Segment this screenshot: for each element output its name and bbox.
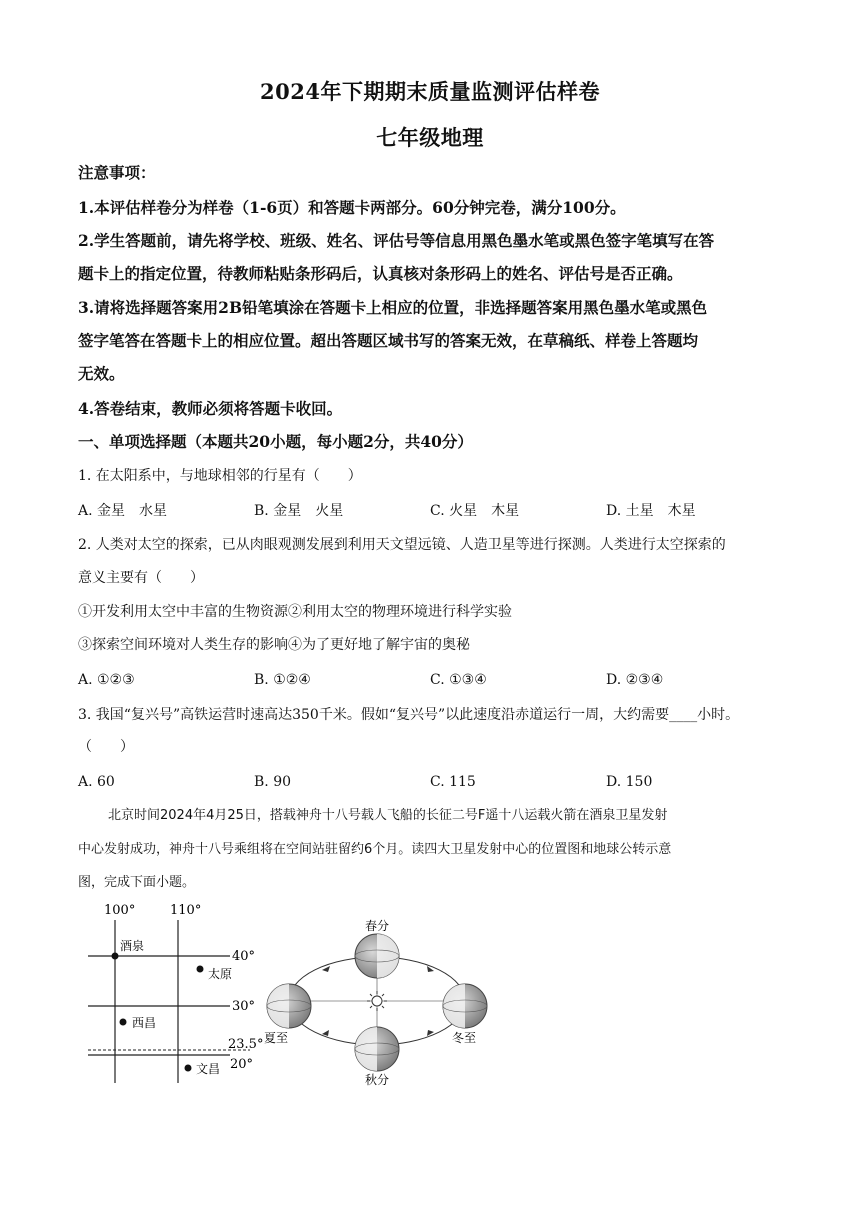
- notice-line-5: 签字笔答在答题卡上的相应位置。超出答题区域书写的答案无效，在草稿纸、样卷上答题均: [78, 331, 699, 350]
- question-1-option-a[interactable]: A. 金星 水星: [78, 503, 168, 519]
- globe-spring-equinox-icon: [355, 934, 399, 978]
- globe-summer-solstice-icon: [267, 984, 311, 1028]
- exam-subtitle: 七年级地理: [376, 125, 484, 150]
- globe-winter-solstice-icon: [443, 984, 487, 1028]
- site-label-jiuquan: 酒泉: [120, 939, 145, 953]
- question-2-stem-cont: 意义主要有（ ）: [78, 570, 204, 586]
- lat-label-40: 40°: [232, 949, 256, 964]
- passage-line-1: 北京时间2024年4月25日，搭载神舟十八号载人飞船的长征二号F遥十八运载火箭在酒泉卫星发射: [108, 808, 668, 823]
- orbit-arrow-3: [322, 1030, 329, 1036]
- site-dot-wenchang: [185, 1065, 192, 1072]
- orbit-arrow-1: [322, 966, 330, 972]
- launch-center-map: [80, 898, 270, 1088]
- question-1-option-c[interactable]: C. 火星 木星: [430, 503, 520, 519]
- passage-line-2: 中心发射成功，神舟十八号乘组将在空间站驻留约6个月。读四大卫星发射中心的位置图和地球公转示意: [78, 842, 672, 857]
- site-dot-xichang: [120, 1019, 127, 1026]
- question-2-option-b[interactable]: B. ①②④: [254, 672, 311, 688]
- orbit-label-spring-equinox: 春分: [365, 919, 390, 933]
- question-2-item-line-2: ③探索空间环境对人类生存的影响④为了更好地了解宇宙的奥秘: [78, 637, 470, 653]
- notice-line-4: 3.请将选择题答案用2B铅笔填涂在答题卡上相应的位置，非选择题答案用黑色墨水笔或黑色: [78, 298, 708, 317]
- exam-title: 2024年下期期末质量监测评估样卷: [260, 79, 600, 104]
- earth-revolution-diagram: [262, 916, 498, 1088]
- notice-line-7: 4.答卷结束，教师必须将答题卡收回。: [78, 399, 343, 418]
- question-3-option-d[interactable]: D. 150: [606, 774, 653, 790]
- notice-heading: 注意事项：: [78, 163, 156, 182]
- orbit-label-winter-solstice: 冬至: [452, 1031, 477, 1045]
- site-label-xichang: 西昌: [132, 1016, 157, 1030]
- question-1-stem: 1. 在太阳系中，与地球相邻的行星有（ ）: [78, 468, 362, 484]
- lat-label-23-5: 23.5°: [228, 1037, 264, 1052]
- question-3-option-c[interactable]: C. 115: [430, 774, 476, 790]
- site-label-taiyuan: 太原: [208, 967, 233, 981]
- question-3-option-a[interactable]: A. 60: [78, 774, 115, 790]
- question-2-stem: 2. 人类对太空的探索，已从肉眼观测发展到利用天文望远镜、人造卫星等进行探测。人类进行太空探索的: [78, 537, 726, 553]
- question-2-option-d[interactable]: D. ②③④: [606, 672, 664, 688]
- site-dot-taiyuan: [197, 966, 204, 973]
- notice-line-1: 1.本评估样卷分为样卷（1-6页）和答题卡两部分。60分钟完卷，满分100分。: [78, 198, 626, 217]
- lon-label-110: 110°: [170, 903, 202, 918]
- notice-line-6: 无效。: [78, 364, 125, 383]
- notice-line-2: 2.学生答题前，请先将学校、班级、姓名、评估号等信息用黑色墨水笔或黑色签字笔填写在答: [78, 231, 715, 250]
- question-2-option-c[interactable]: C. ①③④: [430, 672, 487, 688]
- orbit-label-summer-solstice: 夏至: [264, 1031, 289, 1045]
- lat-label-30: 30°: [232, 999, 256, 1014]
- globe-autumn-equinox-icon: [355, 1027, 399, 1071]
- lon-label-100: 100°: [104, 903, 136, 918]
- sun-icon: [367, 991, 387, 1011]
- lat-label-20: 20°: [230, 1057, 254, 1072]
- question-3-stem: 3. 我国“复兴号”高铁运营时速高达350千米。假如“复兴号”以此速度沿赤道运行一周，大约需要____小时。: [78, 707, 740, 723]
- section-heading: 一、单项选择题（本题共20小题，每小题2分，共40分）: [78, 432, 473, 451]
- orbit-label-autumn-equinox: 秋分: [365, 1073, 390, 1087]
- question-1-option-d[interactable]: D. 土星 木星: [606, 503, 696, 519]
- question-2-option-a[interactable]: A. ①②③: [78, 672, 135, 688]
- site-dot-jiuquan: [112, 953, 119, 960]
- passage-line-3: 图，完成下面小题。: [78, 875, 196, 890]
- site-label-wenchang: 文昌: [196, 1062, 221, 1076]
- question-3-option-b[interactable]: B. 90: [254, 774, 292, 790]
- notice-line-3: 题卡上的指定位置，待教师粘贴条形码后，认真核对条形码上的姓名、评估号是否正确。: [78, 264, 683, 283]
- question-1-option-b[interactable]: B. 金星 火星: [254, 503, 344, 519]
- question-3-stem-cont: （ ）: [78, 739, 134, 755]
- question-2-item-line-1: ①开发利用太空中丰富的生物资源②利用太空的物理环境进行科学实验: [78, 604, 512, 620]
